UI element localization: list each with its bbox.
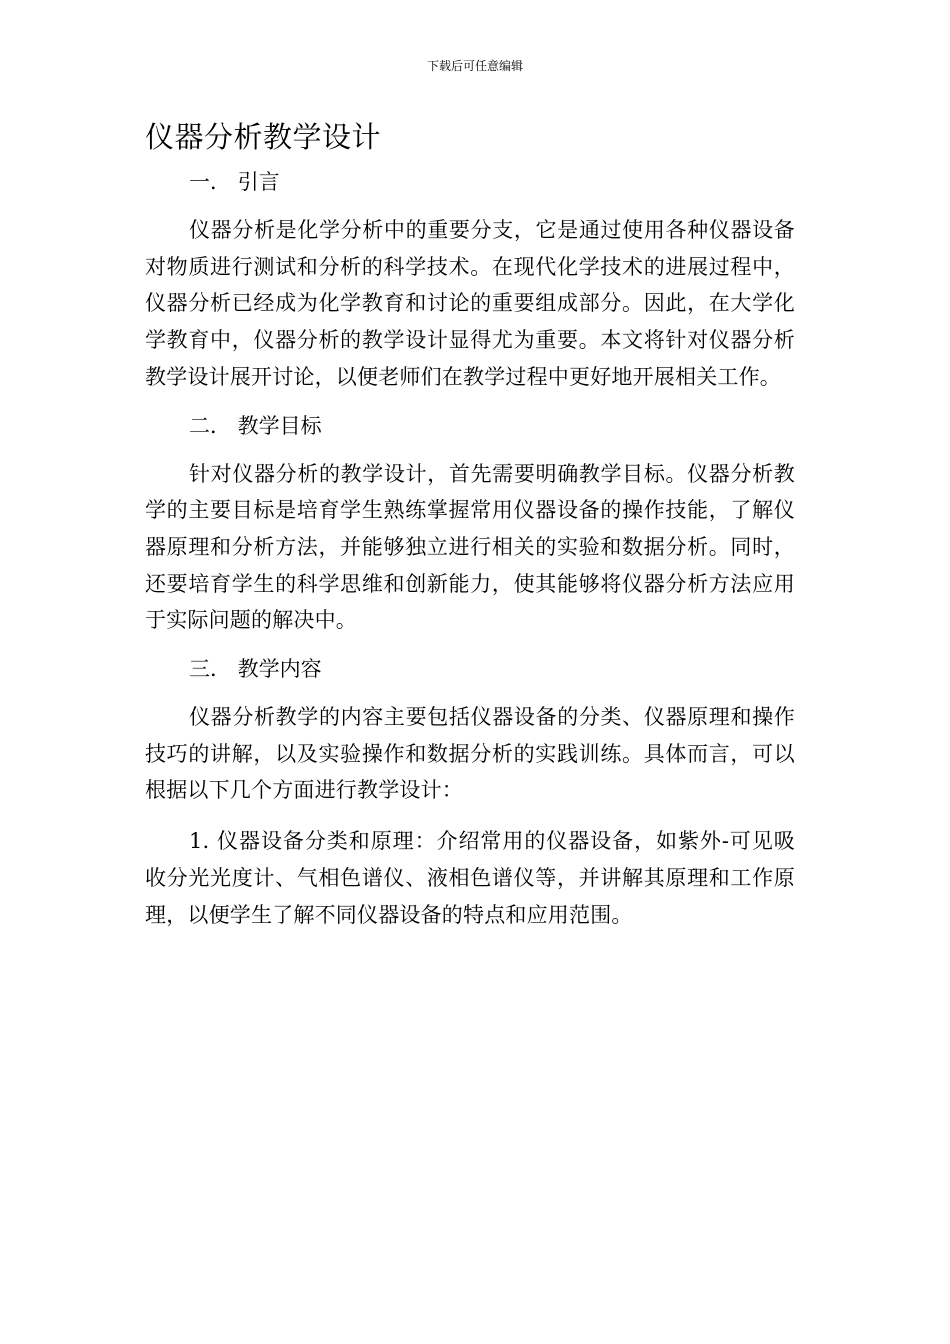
document-body [145,116,795,947]
section-heading-introduction: 一． 引言 [189,170,280,194]
page-header-note: 下载后可任意编辑 [426,59,523,73]
document-title: 仪器分析教学设计 [145,120,382,154]
paragraph-instrument-classification: 1. 仪器设备分类和原理：介绍常用的仪器设备，如紫外-可见吸收分光光度计、气相色谱仪、液相色谱仪等，并讲解其原理和工作原理，以便学生了解不同仪器设备的特点和应用范围。 [145,829,795,927]
paragraph-teaching-goals: 针对仪器分析的教学设计，首先需要明确教学目标。仪器分析教学的主要目标是培育学生熟练掌握常用仪器设备的操作技能，了解仪器原理和分析方法，并能够独立进行相关的实验和数据分析。同时，还要培育学生的科学思维和创新能力，使其能够将仪器分析方法应用于实际问题的解决中。 [145,461,795,633]
paragraph-teaching-content: 仪器分析教学的内容主要包括仪器设备的分类、仪器原理和操作技巧的讲解，以及实验操作和数据分析的实践训练。具体而言，可以根据以下几个方面进行教学设计： [145,705,795,803]
paragraph-introduction: 仪器分析是化学分析中的重要分支，它是通过使用各种仪器设备对物质进行测试和分析的科学技术。在现代化学技术的进展过程中，仪器分析已经成为化学教育和讨论的重要组成部分。因此，在大学化学教育中，仪器分析的教学设计显得尤为重要。本文将针对仪器分析教学设计展开讨论，以便老师们在教学过程中更好地开展相关工作。 [145,218,795,389]
section-heading-teaching-content: 三． 教学内容 [189,657,322,682]
section-heading-teaching-goals: 二． 教学目标 [189,413,322,438]
